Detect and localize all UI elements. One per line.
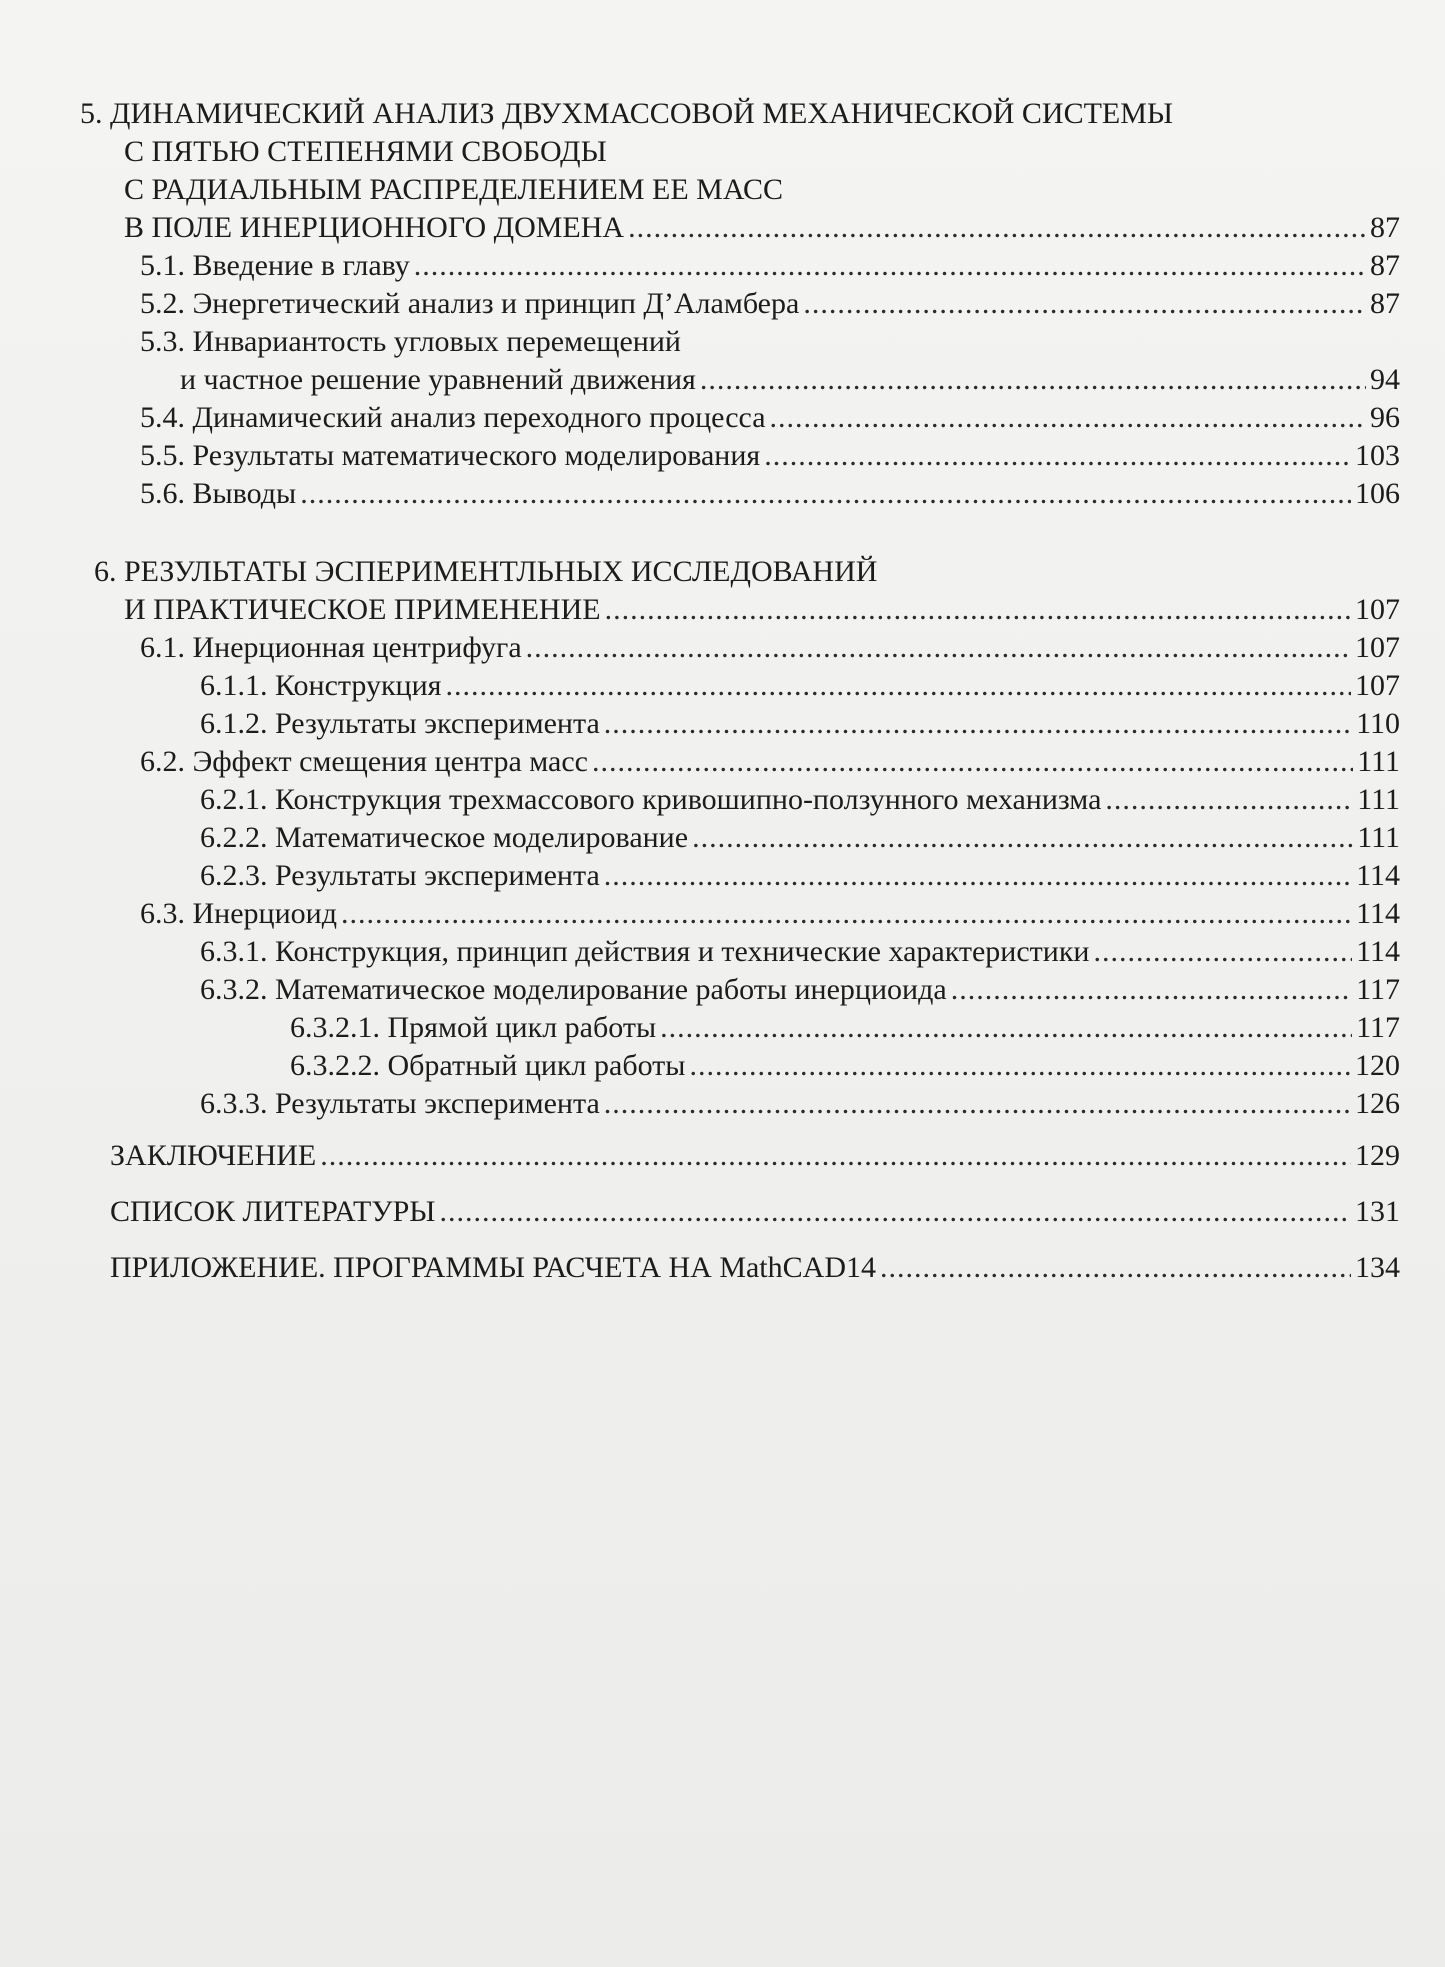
toc-item-label: 5.1. Введение в главу — [140, 249, 410, 282]
page-number: 87 — [1370, 211, 1400, 244]
toc-item-label-line-1: 5.3. Инвариантость угловых перемещений — [140, 325, 681, 358]
toc-item-6-2-2 — [80, 819, 1400, 857]
page-number: 114 — [1356, 897, 1400, 930]
dot-leader — [604, 705, 1352, 743]
toc-item-6-2 — [80, 743, 1400, 781]
page-number: 87 — [1370, 287, 1400, 320]
toc-item-5-4 — [80, 399, 1400, 437]
toc-item-label: 5.5. Результаты математического моделирования — [140, 439, 761, 472]
dot-leader — [951, 971, 1352, 1009]
toc-item-6-2-1 — [80, 781, 1400, 819]
page-number: 129 — [1355, 1139, 1400, 1172]
toc-item-label: 6.1.2. Результаты эксперимента — [200, 707, 600, 740]
toc-item-label: 6.3. Инерциоид — [140, 897, 337, 930]
toc-item-label-line-2: и частное решение уравнений движения — [180, 363, 696, 396]
page-number: 131 — [1355, 1195, 1400, 1228]
page-number: 107 — [1355, 631, 1400, 664]
toc-references — [80, 1193, 1400, 1231]
toc-item-label: СПИСОК ЛИТЕРАТУРЫ — [110, 1195, 436, 1228]
section-6-title-last: И ПРАКТИЧЕСКОЕ ПРИМЕНЕНИЕ — [124, 593, 601, 626]
toc-item-6-3-2-1 — [80, 1009, 1400, 1047]
toc-item-label: 6.2. Эффект смещения центра масс — [140, 745, 588, 778]
toc-item-label: 6.3.3. Результаты эксперимента — [200, 1087, 600, 1120]
dot-leader — [592, 743, 1353, 781]
dot-leader — [1093, 933, 1352, 971]
toc-item-label: 6.1. Инерционная центрифуга — [140, 631, 522, 664]
toc-item-label: 6.3.2.2. Обратный цикл работы — [290, 1049, 686, 1082]
section-5-title-line-4 — [80, 209, 1400, 247]
table-of-contents — [80, 95, 1400, 1287]
dot-leader — [700, 361, 1366, 399]
dot-leader — [341, 895, 1352, 933]
page-number: 117 — [1356, 1011, 1400, 1044]
toc-item-label: 6.2.2. Математическое моделирование — [200, 821, 689, 854]
dot-leader — [692, 819, 1353, 857]
dot-leader — [300, 475, 1351, 513]
spacer — [80, 513, 1400, 553]
dot-leader — [880, 1249, 1351, 1287]
page-number: 107 — [1355, 593, 1400, 626]
page-number: 96 — [1370, 401, 1400, 434]
toc-section-5 — [80, 95, 1400, 247]
toc-item-label: 5.2. Энергетический анализ и принцип Д’Аламбера — [140, 287, 800, 320]
dot-leader — [660, 1009, 1352, 1047]
toc-item-6-3-2-2 — [80, 1047, 1400, 1085]
page-number: 110 — [1356, 707, 1400, 740]
dot-leader — [439, 1193, 1351, 1231]
section-6-title-line-1: 6. РЕЗУЛЬТАТЫ ЭСПЕРИМЕНТЛЬНЫХ ИССЛЕДОВАНИЙ — [94, 555, 878, 588]
page-number: 126 — [1355, 1087, 1400, 1120]
page-number: 117 — [1356, 973, 1400, 1006]
dot-leader — [414, 247, 1366, 285]
page-number: 114 — [1356, 859, 1400, 892]
toc-item-label: 6.3.1. Конструкция, принцип действия и технические характеристики — [200, 935, 1090, 968]
spacer — [80, 1123, 1400, 1137]
toc-item-6-3-3 — [80, 1085, 1400, 1123]
toc-item-5-2 — [80, 285, 1400, 323]
page-number: 103 — [1355, 439, 1400, 472]
dot-leader — [628, 209, 1366, 247]
toc-item-5-3-line-2 — [80, 361, 1400, 399]
toc-section-6 — [80, 553, 1400, 629]
toc-item-6-3 — [80, 895, 1400, 933]
toc-appendix — [80, 1249, 1400, 1287]
toc-item-label: 5.4. Динамический анализ переходного процесса — [140, 401, 766, 434]
section-6-title-line-2 — [80, 591, 1400, 629]
page-number: 111 — [1357, 745, 1400, 778]
toc-item-5-1 — [80, 247, 1400, 285]
dot-leader — [803, 285, 1366, 323]
toc-item-6-1-2 — [80, 705, 1400, 743]
section-5-title-line-2: С ПЯТЬЮ СТЕПЕНЯМИ СВОБОДЫ — [124, 135, 607, 168]
toc-item-label: 6.1.1. Конструкция — [200, 669, 442, 702]
page-number: 87 — [1370, 249, 1400, 282]
dot-leader — [604, 857, 1352, 895]
page-number: 106 — [1355, 477, 1400, 510]
page-number: 134 — [1355, 1251, 1400, 1284]
toc-item-5-6 — [80, 475, 1400, 513]
dot-leader — [770, 399, 1366, 437]
dot-leader — [526, 629, 1351, 667]
toc-item-label: ЗАКЛЮЧЕНИЕ — [110, 1139, 317, 1172]
toc-item-5-5 — [80, 437, 1400, 475]
toc-item-6-3-1 — [80, 933, 1400, 971]
page-number: 111 — [1357, 821, 1400, 854]
toc-item-label: 6.3.2. Математическое моделирование работы инерциоида — [200, 973, 947, 1006]
page-number: 120 — [1355, 1049, 1400, 1082]
toc-conclusion — [80, 1137, 1400, 1175]
toc-item-5-3 — [80, 323, 1400, 399]
dot-leader — [605, 591, 1351, 629]
dot-leader — [320, 1137, 1351, 1175]
page-number: 107 — [1355, 669, 1400, 702]
toc-item-6-2-3 — [80, 857, 1400, 895]
toc-item-label: ПРИЛОЖЕНИЕ. ПРОГРАММЫ РАСЧЕТА НА MathCAD14 — [110, 1251, 876, 1284]
section-5-title-line-1: 5. ДИНАМИЧЕСКИЙ АНАЛИЗ ДВУХМАССОВОЙ МЕХАНИЧЕСКОЙ СИСТЕМЫ — [80, 97, 1174, 130]
page-number: 114 — [1356, 935, 1400, 968]
dot-leader — [689, 1047, 1351, 1085]
toc-item-6-1-1 — [80, 667, 1400, 705]
dot-leader — [1105, 781, 1353, 819]
toc-item-label: 6.3.2.1. Прямой цикл работы — [290, 1011, 657, 1044]
toc-item-6-1 — [80, 629, 1400, 667]
toc-item-label: 6.2.3. Результаты эксперимента — [200, 859, 600, 892]
section-5-title-line-3: С РАДИАЛЬНЫМ РАСПРЕДЕЛЕНИЕМ ЕЕ МАСС — [124, 173, 784, 206]
dot-leader — [445, 667, 1351, 705]
page-number: 111 — [1357, 783, 1400, 816]
toc-item-6-3-2 — [80, 971, 1400, 1009]
dot-leader — [764, 437, 1351, 475]
toc-item-label: 5.6. Выводы — [140, 477, 297, 510]
dot-leader — [604, 1085, 1351, 1123]
section-5-title-last: В ПОЛЕ ИНЕРЦИОННОГО ДОМЕНА — [124, 211, 625, 244]
page-number: 94 — [1370, 363, 1400, 396]
toc-item-label: 6.2.1. Конструкция трехмассового кривошипно-ползунного механизма — [200, 783, 1102, 816]
